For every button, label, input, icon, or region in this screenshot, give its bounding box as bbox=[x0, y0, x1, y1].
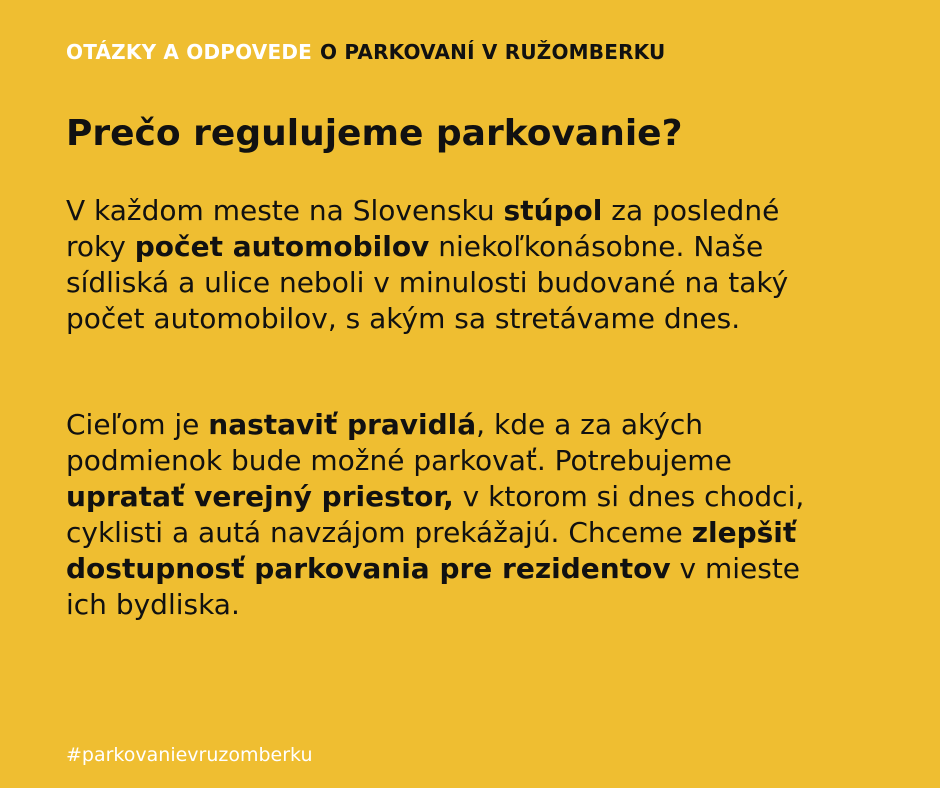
header-topic: O PARKOVANÍ V RUŽOMBERKU bbox=[320, 40, 666, 64]
paragraph-text: v ktorom si dnes chodci, cyklisti a autá navzájom prekážajú. Chceme bbox=[66, 480, 805, 549]
emphasis-text: počet automobilov bbox=[134, 230, 430, 263]
header bbox=[66, 40, 665, 64]
paragraph-why bbox=[66, 193, 826, 337]
emphasis-text: nastaviť pravidlá bbox=[208, 408, 477, 441]
paragraph-text: , kde a za akých podmienok bude možné parkovať. Potrebujeme bbox=[66, 408, 732, 477]
emphasis-text: upratať verejný priestor, bbox=[66, 480, 454, 513]
emphasis-text: zlepšiť dostupnosť parkovania pre rezidentov bbox=[66, 516, 797, 585]
paragraph-text: V každom meste na Slovensku bbox=[66, 194, 504, 227]
header-tag: OTÁZKY A ODPOVEDE bbox=[66, 40, 312, 64]
paragraph-text: v mieste ich bydliska. bbox=[66, 552, 801, 621]
paragraph-text: Cieľom je bbox=[66, 408, 209, 441]
paragraph-goal bbox=[66, 407, 826, 623]
hashtag: #parkovanievruzomberku bbox=[66, 744, 313, 766]
paragraph-text: za posledné roky bbox=[66, 194, 780, 263]
emphasis-text: stúpol bbox=[503, 194, 603, 227]
paragraph-text: niekoľkonásobne. Naše sídliská a ulice neboli v minulosti budované na taký počet automobilov, s akým sa stretávame dnes. bbox=[66, 230, 789, 335]
page-title: Prečo regulujeme parkovanie? bbox=[66, 113, 683, 154]
